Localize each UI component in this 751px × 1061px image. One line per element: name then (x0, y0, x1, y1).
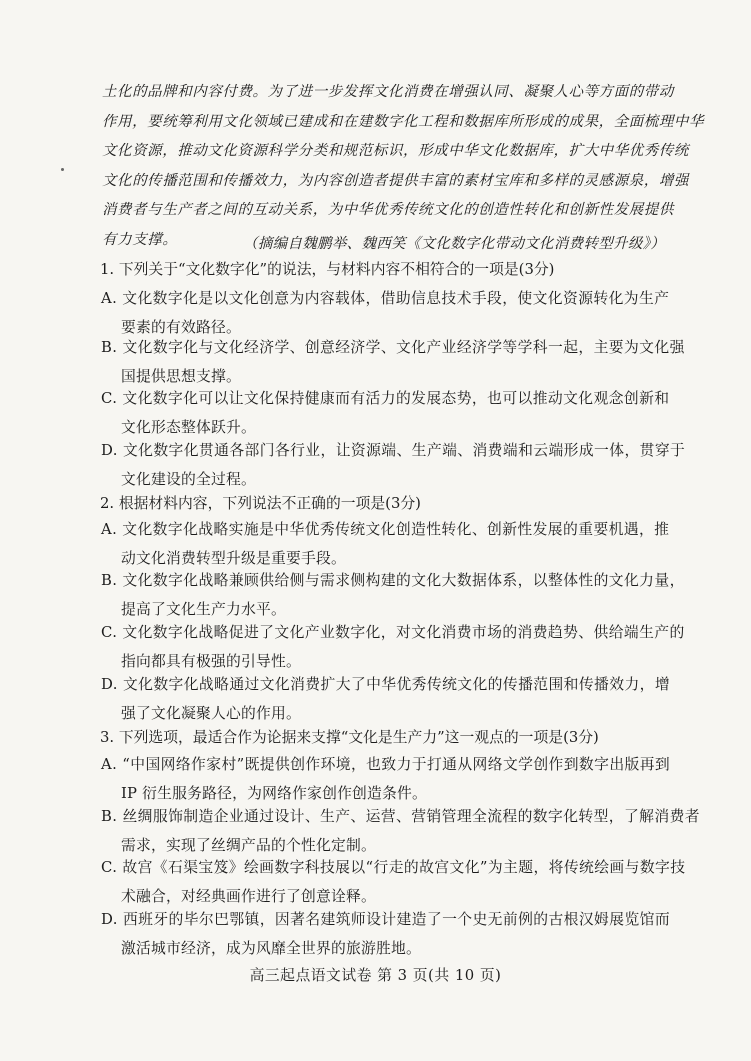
passage-line: 有力支撑。 (102, 231, 178, 248)
option-line: 文化建设的全过程。 (121, 471, 256, 489)
page-footer: 高三起点语文试卷 第 3 页(共 10 页) (249, 967, 502, 984)
passage-line: 文化的传播范围和传播效力，为内容创造者提供丰富的素材宝库和多样的灵感源泉，增强 (102, 172, 689, 189)
option-line: B. 文化数字化战略兼顾供给侧与需求侧构建的文化大数据体系，以整体性的文化力量， (101, 572, 685, 589)
option-line: D. 文化数字化战略通过文化消费扩大了中华优秀传统文化的传播范围和传播效力，增 (101, 676, 671, 693)
question-3-option-c (101, 853, 686, 912)
question-3-option-a (101, 750, 671, 809)
scan-speck (61, 168, 64, 171)
option-line: B. 丝绸服饰制造企业通过设计、生产、运营、营销管理全流程的数字化转型，了解消费者 (101, 808, 700, 825)
option-line: 提高了文化生产力水平。 (121, 601, 286, 619)
option-line: 激活城市经济，成为风靡全世界的旅游胜地。 (121, 940, 421, 958)
question-1-stem: 1. 下列关于“文化数字化”的说法，与材料内容不相符合的一项是(3分) (100, 261, 555, 278)
option-line: 要素的有效路径。 (121, 319, 241, 337)
question-1-option-d (101, 436, 686, 495)
option-line: C. 文化数字化可以让文化保持健康而有活力的发展态势，也可以推动文化观念创新和 (101, 390, 670, 407)
option-line: 动文化消费转型升级是重要手段。 (121, 550, 346, 568)
option-line: 指向都具有极强的引导性。 (121, 653, 301, 671)
question-1-option-c (101, 384, 671, 443)
question-1-option-b (101, 333, 685, 392)
option-line: A. 文化数字化是以文化创意为内容载体，借助信息技术手段，使文化资源转化为生产 (101, 290, 670, 307)
question-2-stem: 2. 根据材料内容，下列说法不正确的一项是(3分) (100, 495, 421, 512)
option-line: A. “中国网络作家村”既提供创作环境，也致力于打通从网络文学创作到数字出版再到 (101, 756, 671, 773)
question-2-option-a (101, 515, 671, 574)
passage-line: 作用，要统筹利用文化领域已建成和在建数字化工程和数据库所形成的成果，全面梳理中华 (102, 113, 704, 130)
option-line: IP 衍生服务路径，为网络作家创作创造条件。 (121, 785, 428, 803)
option-line: 国提供思想支撑。 (121, 368, 241, 386)
passage-line: 土化的品牌和内容付费。为了进一步发挥文化消费在增强认同、凝聚人心等方面的带动 (102, 84, 674, 100)
option-line: B. 文化数字化与文化经济学、创意经济学、文化产业经济学等学科一起，主要为文化强 (101, 339, 685, 356)
option-line: A. 文化数字化战略实施是中华优秀传统文化创造性转化、创新性发展的重要机遇，推 (101, 521, 670, 538)
question-3-option-d (101, 905, 671, 964)
option-line: 需求，实现了丝绸产品的个性化定制。 (121, 837, 376, 855)
passage-source: （摘编自魏鹏举、魏西笑《文化数字化带动文化消费转型升级》） (243, 236, 665, 252)
option-line: 术融合，对经典画作进行了创意诠释。 (121, 888, 376, 906)
option-line: C. 文化数字化战略促进了文化产业数字化，对文化消费市场的消费趋势、供给端生产的 (101, 624, 685, 641)
question-2-option-b (101, 566, 685, 625)
option-line: D. 西班牙的毕尔巴鄂镇，因著名建筑师设计建造了一个史无前例的古根汉姆展览馆而 (101, 911, 671, 928)
question-3-option-b (101, 802, 700, 861)
reading-passage (102, 78, 704, 256)
passage-line: 消费者与生产者之间的互动关系，为中华优秀传统文化的创造性转化和创新性发展提供 (102, 202, 674, 219)
option-line: 强了文化凝聚人心的作用。 (121, 705, 301, 723)
passage-line: 文化资源，推动文化资源科学分类和规范标识，形成中华文化数据库，扩大中华优秀传统 (102, 143, 689, 160)
question-2-option-d (101, 670, 671, 729)
option-line: 文化形态整体跃升。 (121, 419, 256, 437)
question-2-option-c (101, 618, 685, 677)
question-3-stem: 3. 下列选项，最适合作为论据来支撑“文化是生产力”这一观点的一项是(3分) (100, 729, 599, 746)
option-line: C. 故宫《石渠宝笈》绘画数字科技展以“行走的故宫文化”为主题，将传统绘画与数字技 (101, 859, 686, 876)
option-line: D. 文化数字化贯通各部门各行业，让资源端、生产端、消费端和云端形成一体，贯穿于 (101, 442, 686, 459)
